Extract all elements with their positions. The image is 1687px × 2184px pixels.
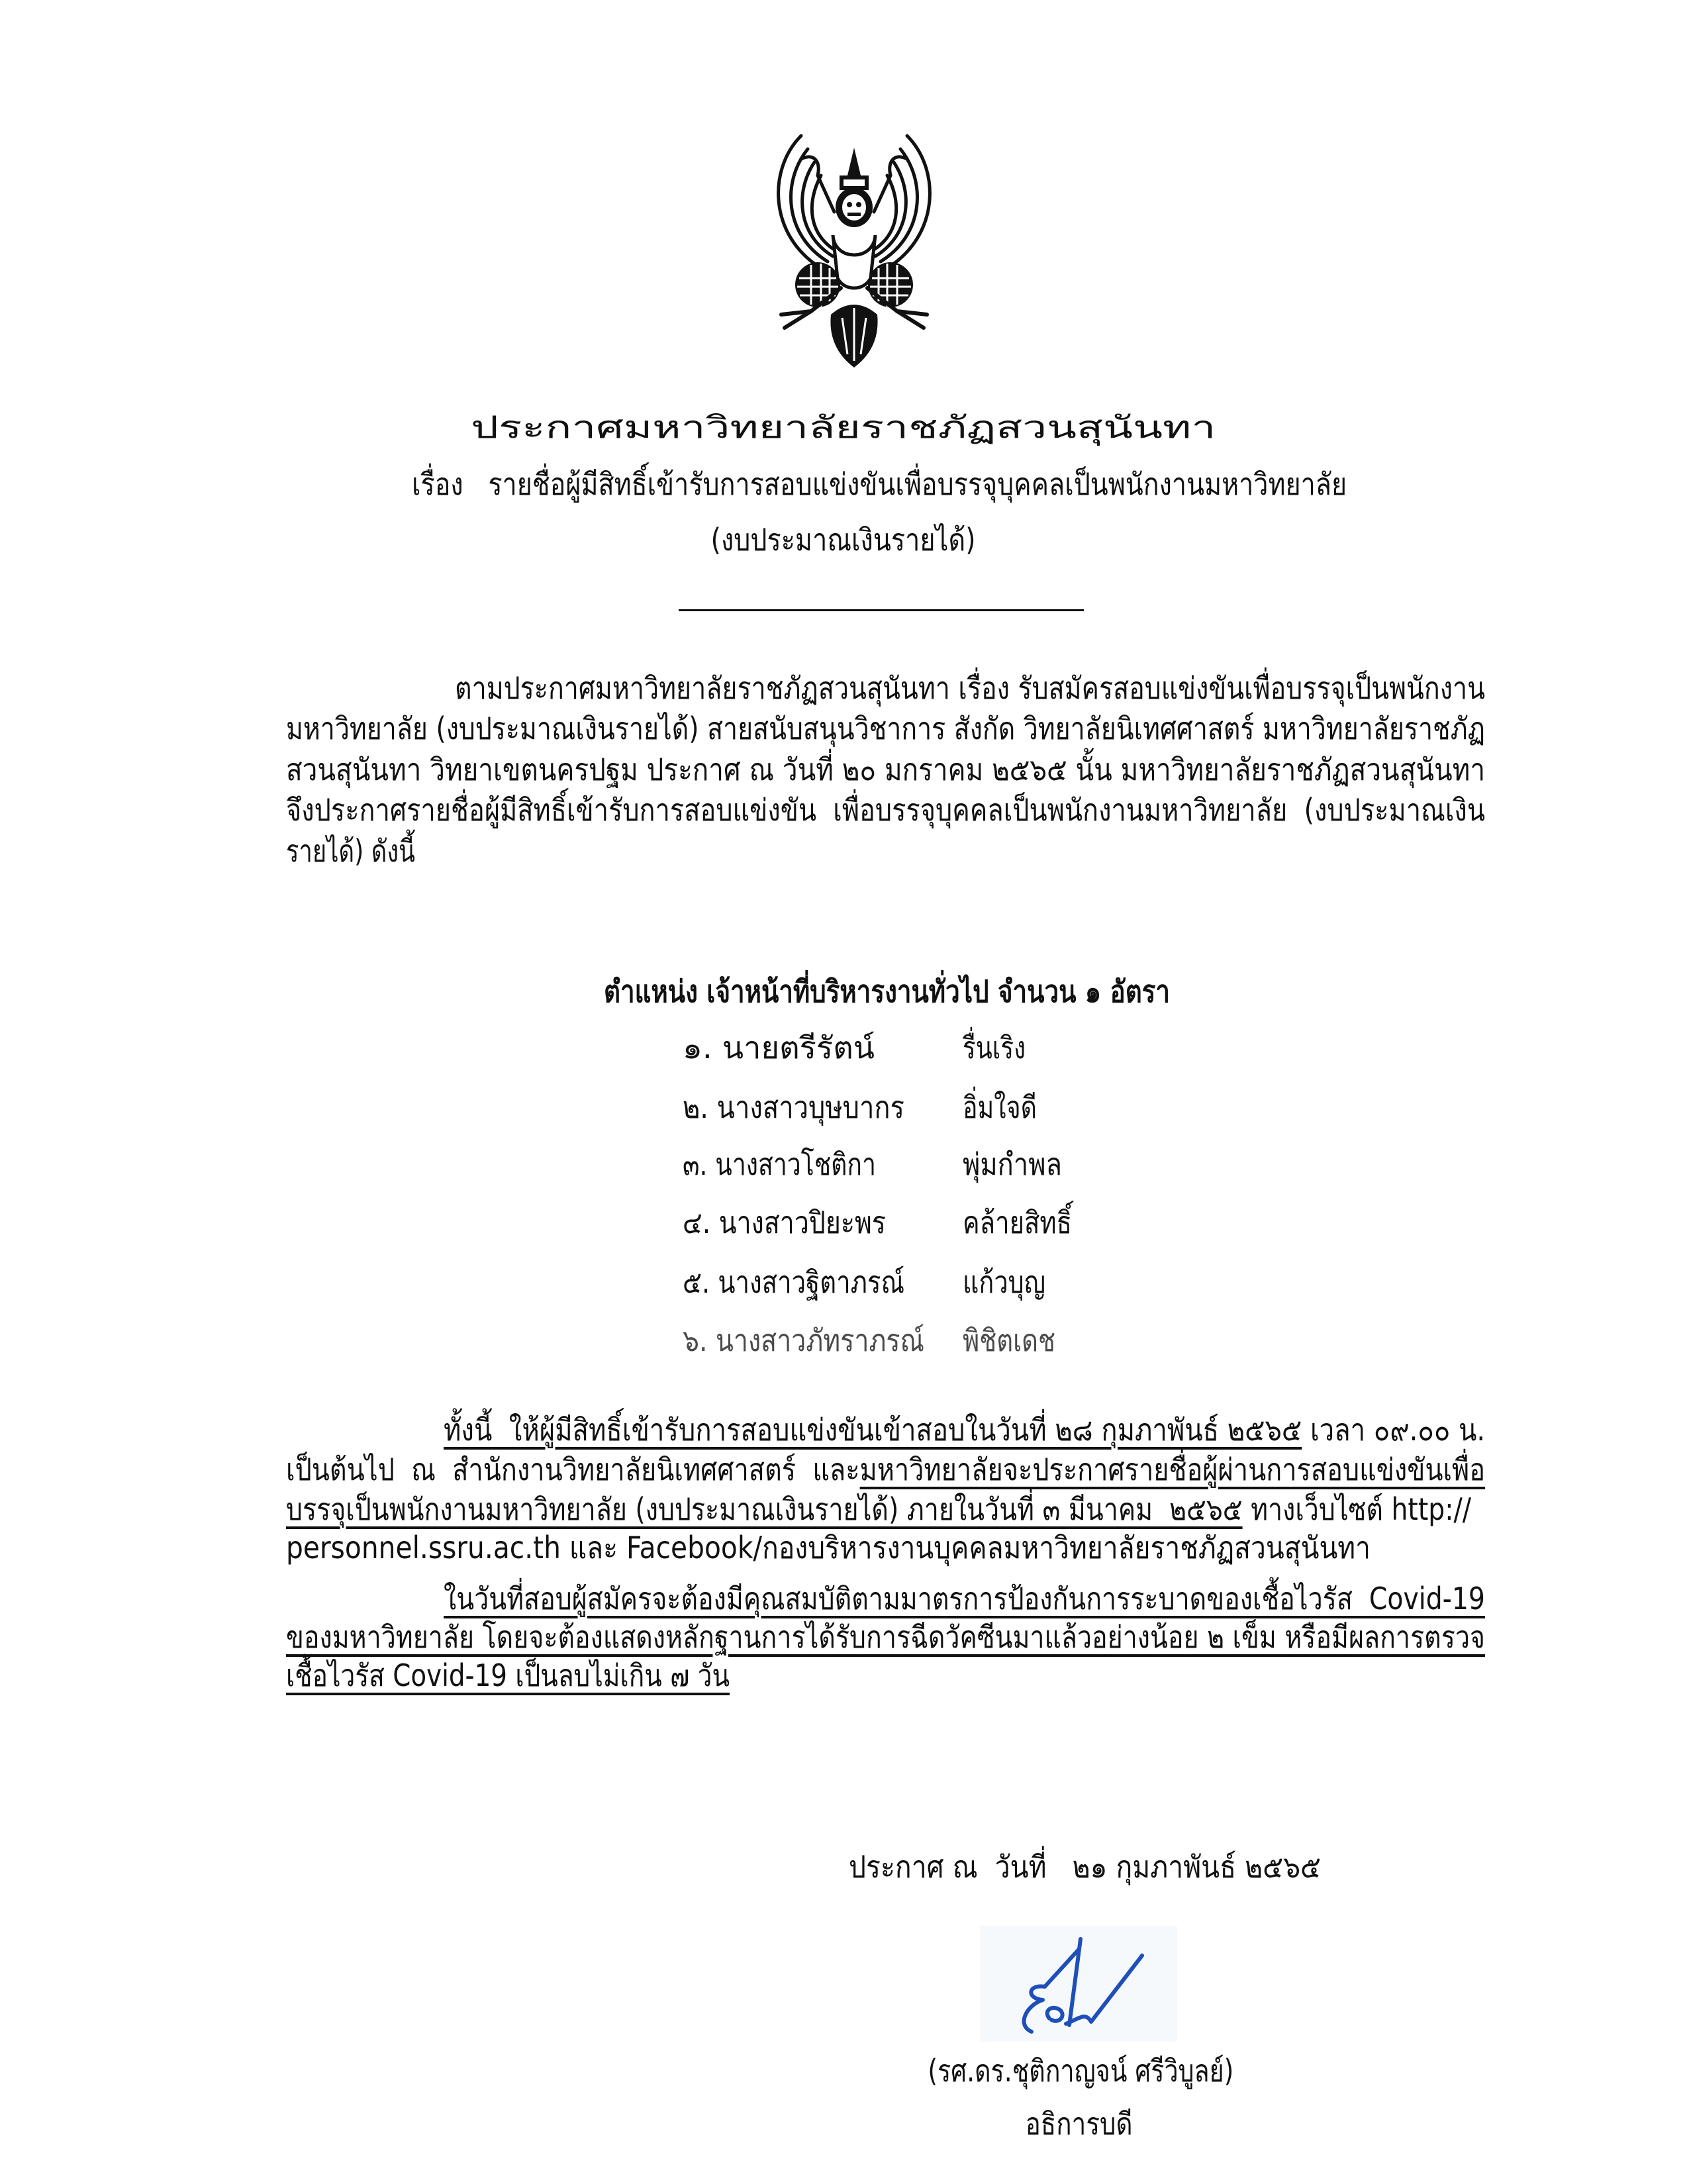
- announcement-date: ประกาศ ณ วันที่ ๒๑ กุมภาพันธ์ ๒๕๖๕: [849, 1849, 1322, 1885]
- candidate-last-name: รื่นเริง: [963, 1030, 1026, 1066]
- signature-image: [980, 1926, 1177, 2042]
- website-label: ทางเว็บไซต์ http://: [1242, 1491, 1472, 1527]
- candidate-number: ๖.: [683, 1322, 708, 1358]
- candidate-number: ๒.: [683, 1089, 708, 1125]
- website-link[interactable]: personnel.ssru.ac.th และ Facebook/กองบริหารงานบุคคลมหาวิทยาลัยราชภัฏสวนสุนันทา: [286, 1530, 1371, 1565]
- candidate-first-name: นายตรีรัตน์: [722, 1030, 875, 1066]
- candidate-number: ๑.: [683, 1030, 712, 1066]
- exam-date-underlined: ทั้งนี้ ให้ผู้มีสิทธิ์เข้ารับการสอบแข่งขันเข้าสอบในวันที่ ๒๘ กุมภาพันธ์ ๒๕๖๕: [444, 1412, 1302, 1448]
- candidate-last-name: พุ่มกำพล: [963, 1146, 1062, 1182]
- covid-line: ของมหาวิทยาลัย โดยจะต้องแสดงหลักฐานการได้รับการฉีดวัคซีนมาแล้วอย่างน้อย ๒ เข็ม หรือมีผลการตรวจ: [286, 1619, 1485, 1655]
- candidate-number: ๓.: [683, 1146, 708, 1182]
- exam-line: [286, 1524, 1372, 1571]
- candidate-last-name: อิ่มใจดี: [963, 1089, 1037, 1125]
- subject-line: [412, 461, 1352, 507]
- signatory-title: อธิการบดี: [1025, 2106, 1133, 2142]
- covid-line: เชื้อไวรัส Covid-19 เป็นลบไม่เกิน ๗ วัน: [286, 1658, 730, 1693]
- subject-note: (งบประมาณเงินรายได้): [710, 522, 977, 558]
- garuda-emblem: [755, 129, 953, 374]
- candidate-last-name: คล้ายสิทธิ์: [963, 1205, 1072, 1240]
- position-heading: ตำแหน่ง เจ้าหน้าที่บริหารงานทั่วไป จำนวน ๑ อัตรา: [604, 973, 1171, 1009]
- intro-line: ตามประกาศมหาวิทยาลัยราชภัฏสวนสุนันทา เรื่อง รับสมัครสอบแข่งขันเพื่อบรรจุเป็นพนักงาน: [455, 670, 1486, 706]
- intro-line: รายได้) ดังนี้: [286, 833, 415, 869]
- candidate-first-name: นางสาวฐิตาภรณ์: [718, 1264, 905, 1300]
- candidate-first-name: นางสาวภัทราภรณ์: [715, 1322, 925, 1358]
- title-divider: [679, 609, 1084, 611]
- result-announcement-underlined: มหาวิทยาลัยจะประกาศรายชื่อผู้ผ่านการสอบแข่งขันเพื่อ: [859, 1452, 1486, 1487]
- candidate-number: ๔.: [683, 1205, 711, 1240]
- candidate-last-name: พิชิตเดช: [963, 1322, 1056, 1358]
- candidate-first-name: นางสาวปิยะพร: [718, 1205, 886, 1240]
- intro-line: จึงประกาศรายชื่อผู้มีสิทธิ์เข้ารับการสอบแข่งขัน เพื่อบรรจุบุคคลเป็นพนักงานมหาวิทยาลัย (งบประมาณเงิน: [286, 792, 1485, 828]
- exam-location: เป็นต้นไป ณ สำนักงานวิทยาลัยนิเทศศาสตร์ และ: [286, 1452, 860, 1487]
- handwritten-signature: [980, 1926, 1177, 2042]
- announcement-title: ประกาศมหาวิทยาลัยราชภัฏสวนสุนันทา: [471, 409, 1216, 445]
- intro-line: สวนสุนันทา วิทยาเขตนครปฐม ประกาศ ณ วันที่ ๒๐ มกราคม ๒๕๖๕ นั้น มหาวิทยาลัยราชภัฏสวนสุนันทา: [286, 752, 1486, 787]
- exam-time: เวลา ๐๙.๐๐ น.: [1302, 1412, 1486, 1448]
- candidate-first-name: นางสาวบุษบากร: [716, 1089, 905, 1125]
- subject-text: รายชื่อผู้มีสิทธิ์เข้ารับการสอบแข่งขันเพื่อบรรจุบุคคลเป็นพนักงานมหาวิทยาลัย: [488, 466, 1347, 502]
- signatory-name: (รศ.ดร.ชุติกาญจน์ ศรีวิบูลย์): [928, 2053, 1234, 2089]
- result-date-underlined: บรรจุเป็นพนักงานมหาวิทยาลัย (งบประมาณเงินรายได้) ภายในวันที่ ๓ มีนาคม ๒๕๖๕: [286, 1491, 1243, 1527]
- intro-line: มหาวิทยาลัย (งบประมาณเงินรายได้) สายสนับสนุนวิชาการ สังกัด วิทยาลัยนิเทศศาสตร์ มหาวิทยาลัยราชภัฏ: [286, 711, 1485, 746]
- candidate-first-name: นางสาวโชติกา: [715, 1146, 877, 1182]
- subject-label: เรื่อง: [412, 466, 463, 502]
- candidate-number: ๕.: [683, 1264, 710, 1300]
- covid-line: ในวันที่สอบผู้สมัครจะต้องมีคุณสมบัติตามมาตรการป้องกันการระบาดของเชื้อไวรัส Covid-19: [444, 1581, 1485, 1616]
- candidate-last-name: แก้วบุญ: [963, 1264, 1045, 1300]
